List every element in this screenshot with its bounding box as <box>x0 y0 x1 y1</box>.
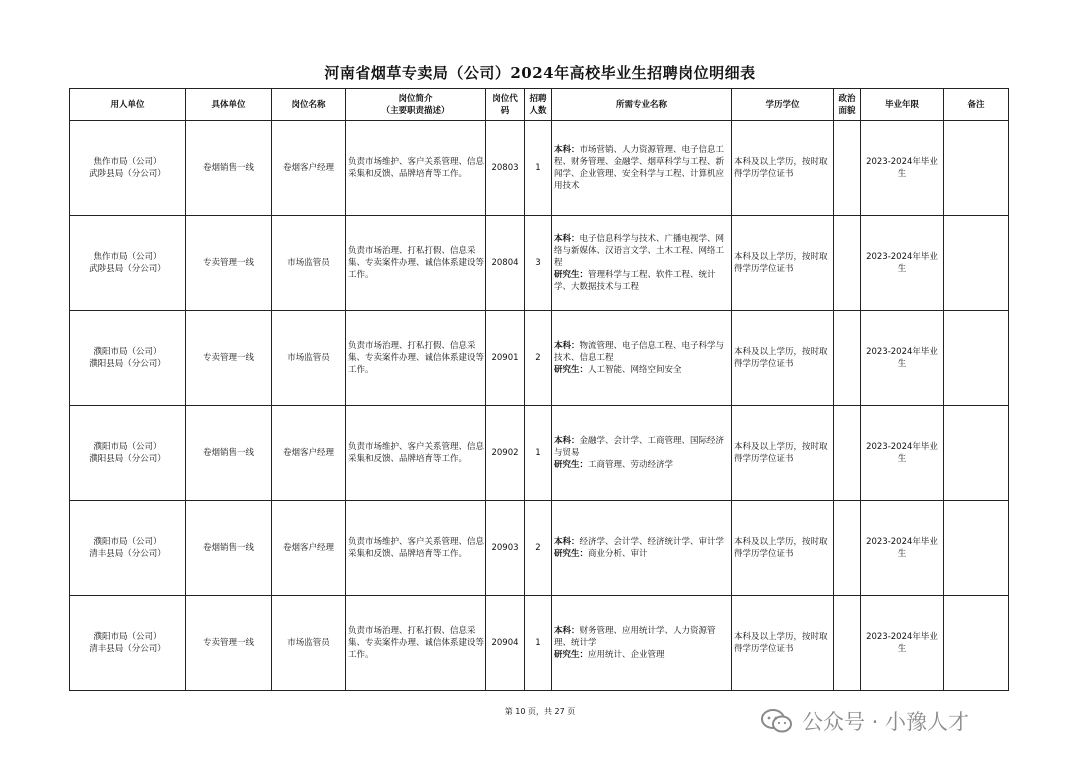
cell-grad-year: 2023-2024年毕业生 <box>861 216 944 311</box>
cell-unit: 专卖管理一线 <box>186 311 272 406</box>
undergrad-majors <box>554 435 730 459</box>
recruitment-table <box>69 88 1009 691</box>
grad-majors <box>554 269 730 293</box>
header-remarks: 备注 <box>944 89 1009 121</box>
cell-remarks <box>944 406 1009 501</box>
cell-degree: 本科及以上学历，按时取得学历学位证书 <box>732 311 834 406</box>
cell-count: 3 <box>525 216 552 311</box>
grad-list: 商业分析、审计 <box>588 549 648 559</box>
undergrad-list: 物流管理、电子信息工程、电子科学与技术、信息工程 <box>554 341 725 363</box>
employer-line1: 焦作市局（公司） <box>93 252 162 262</box>
employer-line1: 濮阳市局（公司） <box>93 632 162 642</box>
grad-label: 研究生： <box>554 365 589 375</box>
cell-majors <box>552 406 732 501</box>
cell-degree: 本科及以上学历，按时取得学历学位证书 <box>732 501 834 596</box>
cell-intro: 负责市场治理、打私打假、信息采集、专卖案件办理、诚信体系建设等工作。 <box>346 311 486 406</box>
header-employer: 用人单位 <box>70 89 186 121</box>
grad-majors <box>554 364 730 376</box>
cell-majors <box>552 501 732 596</box>
undergrad-list: 金融学、会计学、工商管理、国际经济与贸易 <box>554 436 725 458</box>
cell-grad-year: 2023-2024年毕业生 <box>861 311 944 406</box>
employer-line2: 濮阳县局（分公司） <box>89 454 166 464</box>
undergrad-majors <box>554 340 730 364</box>
cell-code: 20803 <box>486 121 525 216</box>
undergrad-label: 本科： <box>554 537 580 547</box>
table-row <box>70 216 1009 311</box>
employer-line1: 濮阳市局（公司） <box>93 537 162 547</box>
cell-position: 市场监管员 <box>272 311 346 406</box>
cell-intro: 负责市场治理、打私打假、信息采集、专卖案件办理、诚信体系建设等工作。 <box>346 216 486 311</box>
header-code-line2: 码 <box>500 105 510 116</box>
cell-intro: 负责市场治理、打私打假、信息采集、专卖案件办理、诚信体系建设等工作。 <box>346 596 486 691</box>
undergrad-label: 本科： <box>554 626 580 636</box>
page-footer: 第 10 页，共 27 页 <box>504 707 576 716</box>
cell-code: 20903 <box>486 501 525 596</box>
undergrad-majors <box>554 144 730 192</box>
cell-position: 卷烟客户经理 <box>272 121 346 216</box>
table-row <box>70 311 1009 406</box>
cell-majors <box>552 311 732 406</box>
cell-unit: 卷烟销售一线 <box>186 406 272 501</box>
undergrad-list: 财务管理、应用统计学、人力资源管理、统计学 <box>554 626 716 648</box>
cell-employer <box>70 216 186 311</box>
header-political-line1: 政治 <box>838 93 856 104</box>
grad-majors <box>554 459 730 471</box>
employer-line2: 武陟县局（分公司） <box>89 169 166 179</box>
employer-line2: 武陟县局（分公司） <box>89 264 166 274</box>
cell-remarks <box>944 216 1009 311</box>
cell-political <box>834 596 861 691</box>
cell-code: 20901 <box>486 311 525 406</box>
cell-remarks <box>944 121 1009 216</box>
cell-employer <box>70 311 186 406</box>
undergrad-list: 电子信息科学与技术、广播电视学、网络与新媒体、汉语言文学、土木工程、网络工程 <box>554 234 725 268</box>
undergrad-list: 市场营销、人力资源管理、电子信息工程、财务管理、金融学、烟草科学与工程、新闻学、企业管理、安全科学与工程、计算机应用技术 <box>554 145 725 191</box>
undergrad-label: 本科： <box>554 436 580 446</box>
cell-employer <box>70 121 186 216</box>
cell-employer <box>70 406 186 501</box>
cell-grad-year: 2023-2024年毕业生 <box>861 596 944 691</box>
header-code <box>486 89 525 121</box>
cell-count: 1 <box>525 121 552 216</box>
cell-degree: 本科及以上学历，按时取得学历学位证书 <box>732 596 834 691</box>
undergrad-majors <box>554 536 730 548</box>
grad-label: 研究生： <box>554 549 589 559</box>
cell-code: 20804 <box>486 216 525 311</box>
cell-count: 1 <box>525 406 552 501</box>
header-political-line2: 面貌 <box>838 105 856 116</box>
cell-degree: 本科及以上学历，按时取得学历学位证书 <box>732 121 834 216</box>
grad-majors <box>554 548 730 560</box>
cell-political <box>834 311 861 406</box>
header-political <box>834 89 861 121</box>
header-unit: 具体单位 <box>186 89 272 121</box>
cell-intro: 负责市场维护、客户关系管理、信息采集和反馈、品牌培育等工作。 <box>346 406 486 501</box>
grad-list: 人工智能、网络空间安全 <box>588 365 682 375</box>
document-title: 河南省烟草专卖局（公司）2024年高校毕业生招聘岗位明细表 <box>324 64 756 82</box>
employer-line2: 清丰县局（分公司） <box>89 549 166 559</box>
cell-position: 市场监管员 <box>272 216 346 311</box>
undergrad-majors <box>554 233 730 269</box>
watermark <box>760 706 969 736</box>
cell-degree: 本科及以上学历，按时取得学历学位证书 <box>732 406 834 501</box>
cell-employer <box>70 501 186 596</box>
cell-unit: 卷烟销售一线 <box>186 121 272 216</box>
cell-count: 2 <box>525 501 552 596</box>
wechat-icon <box>760 709 794 733</box>
cell-intro: 负责市场维护、客户关系管理、信息采集和反馈、品牌培育等工作。 <box>346 501 486 596</box>
cell-remarks <box>944 596 1009 691</box>
cell-code: 20902 <box>486 406 525 501</box>
employer-line2: 濮阳县局（分公司） <box>89 359 166 369</box>
table-header-row <box>70 89 1009 121</box>
cell-degree: 本科及以上学历，按时取得学历学位证书 <box>732 216 834 311</box>
cell-position: 市场监管员 <box>272 596 346 691</box>
grad-label: 研究生： <box>554 460 589 470</box>
cell-employer <box>70 596 186 691</box>
undergrad-label: 本科： <box>554 234 580 244</box>
grad-list: 管理科学与工程、软件工程、统计学、大数据技术与工程 <box>554 270 716 292</box>
employer-line1: 焦作市局（公司） <box>93 157 162 167</box>
header-degree: 学历学位 <box>732 89 834 121</box>
cell-political <box>834 501 861 596</box>
watermark-text: 公众号 · 小豫人才 <box>802 710 970 734</box>
cell-remarks <box>944 311 1009 406</box>
cell-majors <box>552 596 732 691</box>
cell-count: 2 <box>525 311 552 406</box>
cell-remarks <box>944 501 1009 596</box>
header-count-line1: 招聘 <box>529 93 547 104</box>
cell-majors <box>552 121 732 216</box>
cell-political <box>834 406 861 501</box>
cell-political <box>834 216 861 311</box>
grad-majors <box>554 649 730 661</box>
header-intro-line1: 岗位简介 <box>398 93 433 104</box>
cell-grad-year: 2023-2024年毕业生 <box>861 121 944 216</box>
undergrad-majors <box>554 625 730 649</box>
cell-political <box>834 121 861 216</box>
header-intro-line2: （主要职责描述） <box>381 105 450 116</box>
header-count <box>525 89 552 121</box>
table-row <box>70 501 1009 596</box>
cell-unit: 专卖管理一线 <box>186 596 272 691</box>
cell-grad-year: 2023-2024年毕业生 <box>861 501 944 596</box>
grad-list: 应用统计、企业管理 <box>588 650 665 660</box>
cell-code: 20904 <box>486 596 525 691</box>
grad-label: 研究生： <box>554 270 589 280</box>
employer-line1: 濮阳市局（公司） <box>93 442 162 452</box>
header-intro <box>346 89 486 121</box>
cell-unit: 卷烟销售一线 <box>186 501 272 596</box>
undergrad-label: 本科： <box>554 341 580 351</box>
employer-line2: 清丰县局（分公司） <box>89 644 166 654</box>
table-row <box>70 121 1009 216</box>
grad-list: 工商管理、劳动经济学 <box>588 460 674 470</box>
header-majors: 所需专业名称 <box>552 89 732 121</box>
table-row <box>70 596 1009 691</box>
cell-majors <box>552 216 732 311</box>
header-count-line2: 人数 <box>529 105 547 116</box>
header-grad-year: 毕业年限 <box>861 89 944 121</box>
cell-unit: 专卖管理一线 <box>186 216 272 311</box>
grad-label: 研究生： <box>554 650 589 660</box>
cell-count: 1 <box>525 596 552 691</box>
cell-grad-year: 2023-2024年毕业生 <box>861 406 944 501</box>
table-row <box>70 406 1009 501</box>
cell-position: 卷烟客户经理 <box>272 406 346 501</box>
cell-intro: 负责市场维护、客户关系管理、信息采集和反馈、品牌培育等工作。 <box>346 121 486 216</box>
header-position: 岗位名称 <box>272 89 346 121</box>
undergrad-list: 经济学、会计学、经济统计学、审计学 <box>579 537 725 547</box>
header-code-line1: 岗位代 <box>492 93 518 104</box>
undergrad-label: 本科： <box>554 145 580 155</box>
employer-line1: 濮阳市局（公司） <box>93 347 162 357</box>
cell-position: 卷烟客户经理 <box>272 501 346 596</box>
